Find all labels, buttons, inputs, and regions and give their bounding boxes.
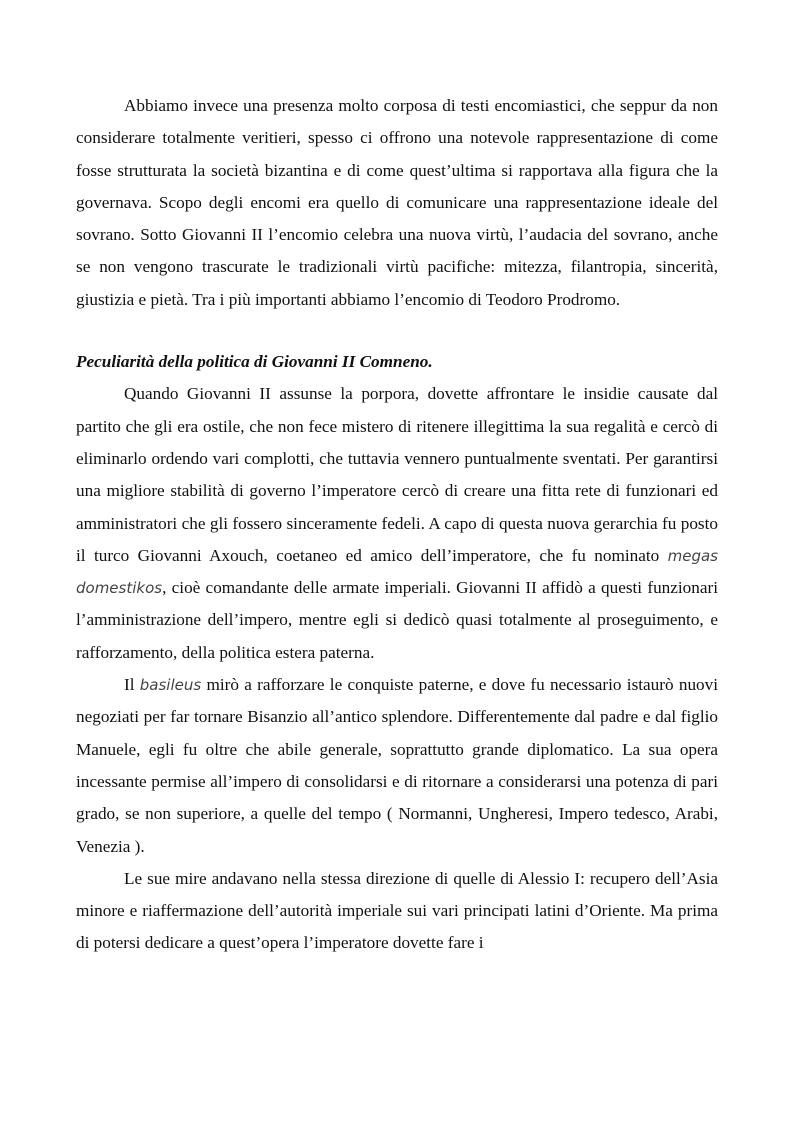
paragraph-2-text-a: Quando Giovanni II assunse la porpora, dovette affrontare le insidie causate dal partito che gli era ostile, che non fece mistero di ritenere illegittima la sua regalità e cercò di eliminarlo ordendo vari complotti, che tuttavia vennero puntualmente sventati. Per garantirsi una migliore stabilità di governo l’imperatore cercò di creare una fitta rete di funzionari ed amministratori che gli fossero sinceramente fedeli. A capo di questa nuova gerarchia fu posto il turco Giovanni Axouch, coetaneo ed amico dell’imperatore, che fu nominato <box>76 384 718 565</box>
section-heading: Peculiarità della politica di Giovanni II Comneno. <box>76 352 433 372</box>
term-megas-domestikos: megas domestikos <box>76 546 718 598</box>
paragraph-3-text-a: Il <box>124 675 140 695</box>
document-page <box>76 90 718 960</box>
paragraph-giovanni-accession <box>76 378 718 669</box>
paragraph-2-text-b: , cioè comandante delle armate imperiali. Giovanni II affidò a questi funzionari l’amministrazione dell’impero, mentre egli si dedicò quasi totalmente al proseguimento, e rafforzamento, della politica estera paterna. <box>76 578 718 662</box>
paragraph-basileus-policy <box>76 669 718 863</box>
paragraph-encomiastic-texts: Abbiamo invece una presenza molto corposa di testi encomiastici, che seppur da non considerare totalmente veritieri, spesso ci offrono una notevole rappresentazione di come fosse strutturata la società bizantina e di come quest’ultima si rapportava alla figura che la governava. Scopo degli encomi era quello di comunicare una rappresentazione ideale del sovrano. Sotto Giovanni II l’encomio celebra una nuova virtù, l’audacia del sovrano, anche se non vengono trascurate le tradizionali virtù pacifiche: mitezza, filantropia, sincerità, giustizia e pietà. Tra i più importanti abbiamo l’encomio di Teodoro Prodromo. <box>76 96 718 309</box>
paragraph-3-text-b: mirò a rafforzare le conquiste paterne, e dove fu necessario istaurò nuovi negoziati per far tornare Bisanzio all’antico splendore. Differentemente dal padre e dal figlio Manuele, egli fu oltre che abile generale, soprattutto grande diplomatico. La sua opera incessante permise all’impero di consolidarsi e di ritornare a considerarsi una potenza di pari grado, se non superiore, a quelle del tempo ( Normanni, Ungheresi, Impero tedesco, Arabi, Venezia ). <box>76 675 719 856</box>
paragraph-aims-alessio: Le sue mire andavano nella stessa direzione di quelle di Alessio I: recupero dell’Asia minore e riaffermazione dell’autorità imperiale sui vari principati latini d’Oriente. Ma prima di potersi dedicare a quest’opera l’imperatore dovette fare i <box>76 868 718 953</box>
term-basileus: basileus <box>139 676 202 695</box>
